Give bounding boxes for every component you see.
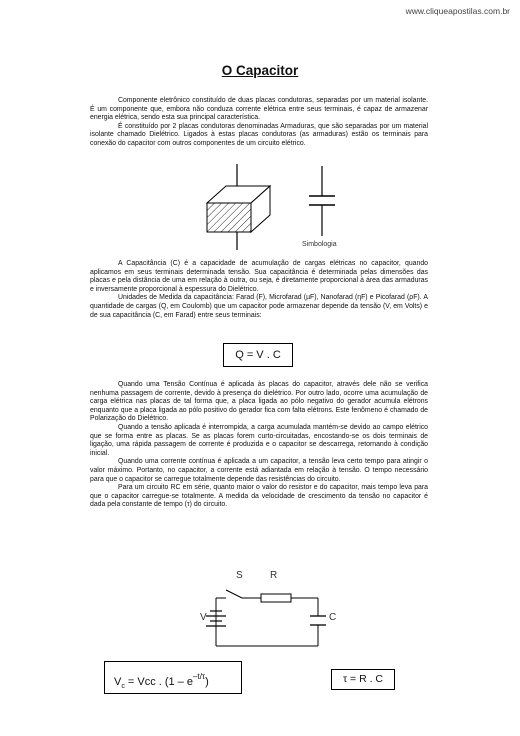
formula-tau-box: τ = R . C: [331, 669, 395, 690]
capacitor-label: C: [329, 612, 337, 623]
formula-vc-v: V: [114, 676, 122, 688]
figure-caption: Simbologia: [302, 241, 337, 248]
resistor-label: R: [270, 570, 278, 581]
charge-section: [90, 381, 428, 510]
formula-vc-exp: –t/τ: [193, 672, 206, 681]
paragraph: A Capacitância (C) é a capacidade de acumulação de cargas elétricas no capacitor, quando aplicamos em seus terminais determinada tensão. Sua capacitância é determinada pelas dimensões das placas e pela distância de uma em relação à outra, ou seja, é diretamente proporcional à área das armaduras e inversamente proporcional à espessura do Dielétrico.: [90, 260, 428, 293]
formula-q-box: Q = V . C: [223, 343, 293, 367]
formula-vc-close: ): [205, 676, 209, 688]
formula-vc: [114, 672, 209, 690]
switch-label: S: [236, 570, 243, 581]
paragraph: Componente eletrônico constituído de duas placas condutoras, separadas por um material isolante. É um componente que, embora não conduza corrente elétrica entre seus terminais, é capaz de armazenar energia elétrica, sendo esta sua principal característica.: [90, 97, 428, 122]
paragraph: Quando uma corrente contínua é aplicada a um capacitor, a tensão leva certo tempo para atingir o valor máximo. Portanto, no capacitor, a corrente está adiantada em relação à tensão. O tempo necessário para que o capacitor se carregue totalmente depende das resistências do circuito.: [90, 458, 428, 483]
site-url[interactable]: www.cliqueapostilas.com.br: [405, 6, 510, 16]
paragraph: Quando a tensão aplicada é interrompida, a carga acumulada mantém-se devido ao campo elétrico que se forma entre as placas. Se as placas forem curto-circuitadas, encostando-se os dois terminais de ligação, uma rápida passagem de corrente é produzida e o capacitor se descarrega, retornando à condição inicial.: [90, 423, 428, 457]
voltage-label: V: [200, 612, 207, 623]
formula-vc-sub: c: [121, 683, 125, 690]
paragraph: Unidades de Medida da capacitância: Farad (F), Microfarad (µF), Nanofarad (ηF) e Picofarad (ρF). A quantidade de cargas (Q, em Coulomb) que um capacitor pode armazenar depende da tensão (V, em Volts) e de sua capacitância (C, em Farad) entre seus terminais:: [90, 294, 428, 319]
paragraph: Para um circuito RC em série, quanto maior o valor do resistor e do capacitor, mais tempo leva para que o capacitor carregue-se totalmente. A medida da velocidade de crescimento da tensão no capacitor é dada pela constante de tempo (τ) do circuito.: [90, 484, 428, 509]
capacitance-section: [90, 260, 428, 320]
formula-vc-box: [104, 661, 242, 694]
page-title: O Capacitor: [221, 63, 299, 78]
capacitor-symbol: [309, 166, 335, 236]
paragraph: É constituído por 2 placas condutoras denominadas Armaduras, que são separadas por um material isolante chamado Dielétrico. Ligados à estas placas condutoras (as armaduras) estão os terminais para conexão do capacitor com outros componentes de um circuito elétrico.: [90, 122, 428, 147]
paragraph: Quando uma Tensão Contínua é aplicada às placas do capacitor, através dele não se verifica nenhuma passagem de corrente, devido à presença do dielétrico. Por outro lado, ocorre uma acumulação de carga elétrica nas placas de tal forma que, a placa ligada ao pólo negativo do gerador acumula elétrons enquanto que a placa ligada ao pólo positivo do gerador fica com falta elétrons. Este fenômeno é chamado de Polarização do Dielétrico.: [90, 381, 428, 423]
rc-circuit: [206, 590, 326, 646]
formula-vc-rest: = Vcc . (1 – e: [124, 676, 194, 688]
capacitor-body: [207, 164, 270, 250]
